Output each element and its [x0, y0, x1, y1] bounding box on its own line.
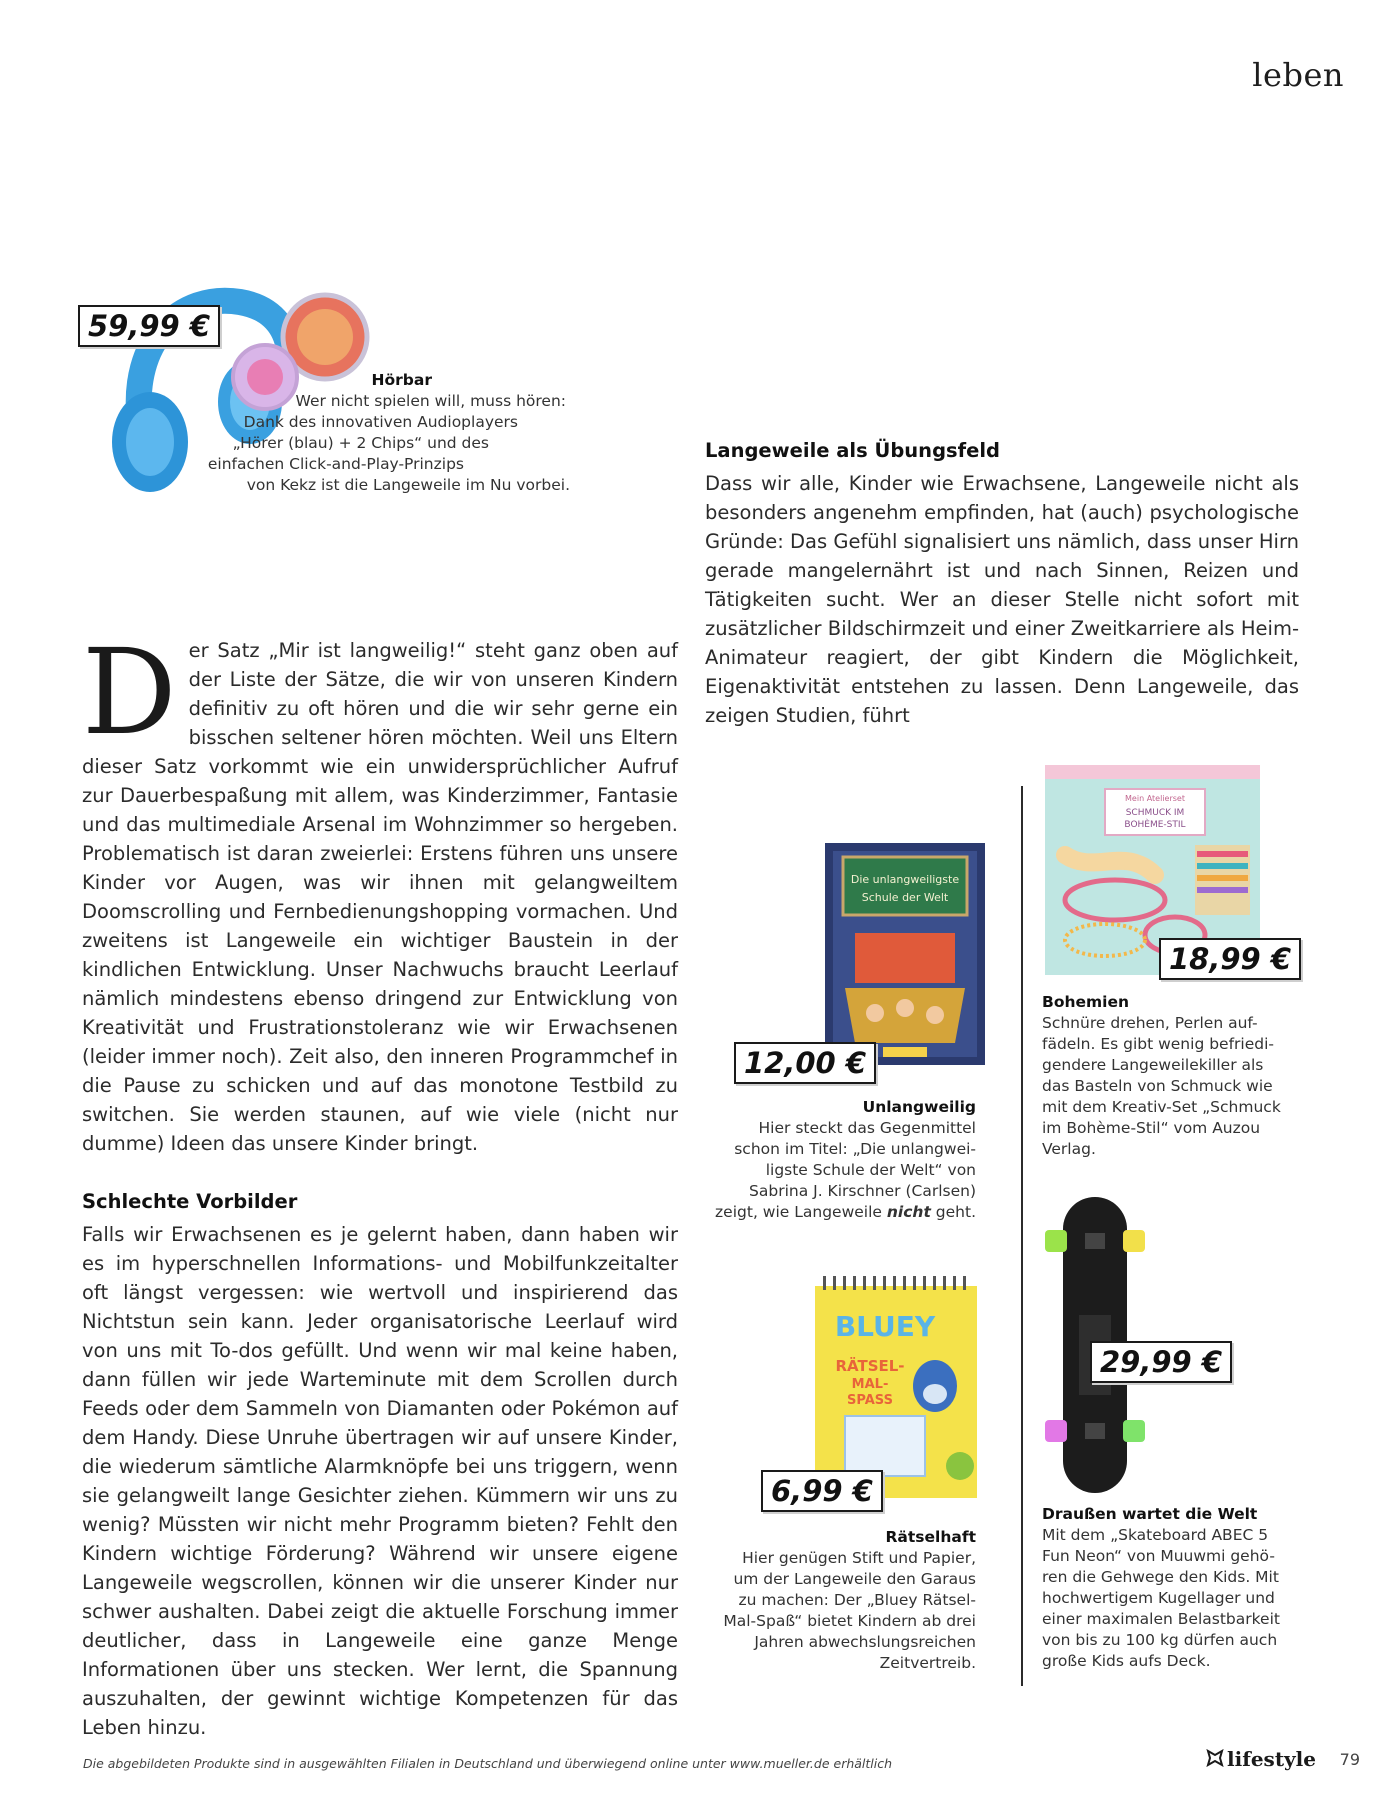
price-tag-bohemien: 18,99 € — [1159, 938, 1301, 980]
intro-paragraph — [82, 623, 678, 1158]
caption-title: Unlangweilig — [862, 1098, 976, 1116]
caption-line: ligste Schule der Welt“ von — [765, 1161, 976, 1179]
caption-line: große Kids aufs Deck. — [1042, 1652, 1211, 1670]
intro-text: er Satz „Mir ist langweilig!“ steht ganz oben auf der Liste der Sätze, die wir von unseren Kindern definitiv zu oft hören und die wir sehr gerne ein bisschen seltener hören möchten. Weil uns Eltern dieser Satz vorkommt wie ein unwidersprüchlicher Aufruf zur Dauerbespaßung mit allem, was Kinderzimmer, Fantasie und das multimediale Arsenal im Wohnzimmer so hergeben. Problematisch ist daran zweierlei: Erstens führen uns unsere Kinder vor Augen, was wir ihnen mit gelangweiltem Doomscrolling und Fernbedienungshopping vormachen. Und zweitens ist Langeweile ein wichtiger Baustein in der kindlichen Entwicklung. Unser Nachwuchs braucht Leerlauf nämlich mindestens ebenso dringend zur Entwicklung von Kreativität und Frustrationstoleranz wie wir Erwachsenen (leider immer noch). Zeit also, den inneren Programmchef in die Pause zu schicken und auf das monotone Testbild zu switchen. Sie werden staunen, auf wie viele (nicht nur dumme) Ideen das unsere Kinder bringt. — [82, 639, 678, 1155]
caption-line-last — [700, 1202, 976, 1223]
caption-unlangweilig — [700, 1097, 976, 1223]
article-left-column — [82, 623, 678, 1742]
caption-emphasis: nicht — [886, 1203, 931, 1221]
vorbilder-paragraph: Falls wir Erwachsenen es je gelernt haben, dann haben wir es im hyperschnellen Informations- und Mobilfunkzeitalter oft längst vergessen: wie wertvoll und inspirierend das Nichtstun sein kann. Jeder organisatorische Leerlauf wird von uns mit To-dos gefüllt. Und wenn wir mal keine haben, dann füllen wir jede Warteminute mit dem Scrollen durch Feeds oder dem Sammeln von Diamanten oder Pokémon auf dem Handy. Diese Unruhe übertragen wir auf unsere Kinder, die wiederum sämtliche Alarmknöpfe bei uns triggern, wenn sie gelangweilt lange Gesichter ziehen. Kümmern wir uns zu wenig? Müssten wir nicht mehr Programm bieten? Fehlt den Kindern wichtige Förderung? Während wir unsere eigene Langeweile wegscrollen, können wir die unserer Kinder nur schwer aushalten. Dabei zeigt die aktuelle Forschung immer deutlicher, dass in Langeweile eine ganze Menge Informationen über uns stecken. Wer lernt, die Spannung auszuhalten, der gewinnt wichtige Kompetenzen für das Leben hinzu. — [82, 1223, 678, 1739]
caption-line: Mal-Spaß“ bietet Kindern ab drei — [723, 1612, 976, 1630]
caption-line: Hier genügen Stift und Papier, — [742, 1549, 976, 1567]
caption-line: einer maximalen Belastbarkeit — [1042, 1610, 1280, 1628]
caption-line: Sabrina J. Kirschner (Carlsen) — [749, 1182, 976, 1200]
cover-text: MAL- — [851, 1377, 889, 1392]
caption-title: Bohemien — [1042, 993, 1130, 1011]
caption-text: geht. — [930, 1203, 976, 1221]
caption-line: Zeitvertreib. — [879, 1654, 976, 1672]
caption-line: einfachen Click-and-Play-Prinzips — [207, 455, 464, 473]
caption-line: ren die Gehwege den Kids. Mit — [1042, 1568, 1279, 1586]
price-tag-draussen: 29,99 € — [1090, 1341, 1232, 1383]
caption-line: Hier steckt das Gegenmittel — [758, 1119, 976, 1137]
heading-langeweile-uebungsfeld: Langeweile als Übungsfeld — [705, 439, 1000, 462]
caption-line: im Bohème-Stil“ vom Auzou — [1042, 1119, 1261, 1137]
caption-line: Jahren abwechslungsreichen — [754, 1633, 976, 1651]
article-right-column — [705, 436, 1299, 730]
caption-line: hochwertigem Kugellager und — [1042, 1589, 1275, 1607]
cover-text: SPASS — [847, 1393, 893, 1408]
caption-raetselhaft — [700, 1527, 976, 1674]
caption-bohemien — [1042, 992, 1312, 1160]
caption-line: „Hörer (blau) + 2 Chips“ und des — [232, 434, 489, 452]
brand-logo-icon — [1206, 1749, 1224, 1767]
caption-line: Dank des innovativen Audioplayers — [243, 413, 518, 431]
caption-line: Schnüre drehen, Perlen auf- — [1042, 1014, 1258, 1032]
page-number: 79 — [1339, 1750, 1360, 1769]
caption-line: mit dem Kreativ-Set „Schmuck — [1042, 1098, 1281, 1116]
drop-cap: D — [82, 623, 177, 761]
caption-text: zeigt, wie Langeweile — [715, 1203, 887, 1221]
bluey-book-image — [815, 1276, 977, 1498]
uebung-paragraph: Dass wir alle, Kinder wie Erwachsene, Langeweile nicht als besonders angenehm empfinden, hat (auch) psychologische Gründe: Das Gefühl signalisiert uns nämlich, dass unser Hirn gerade mangelernährt ist und nach Sinnen, Reizen und Tätigkeiten sucht. Wer an dieser Stelle nicht sofort mit zusätzlicher Bildschirmzeit und einer Zweitkarriere als Heim-Animateur reagiert, der gibt Kindern die Möglichkeit, Eigenaktivität entstehen zu lassen. Denn Langeweile, das zeigen Studien, führt — [705, 472, 1299, 727]
box-text: Mein Atelierset — [1125, 794, 1185, 803]
caption-line: Wer nicht spielen will, muss hören: — [295, 392, 566, 410]
book-title-line: Die unlangweiligste — [850, 873, 960, 886]
caption-line: Mit dem „Skateboard ABEC 5 — [1042, 1526, 1269, 1544]
cover-text: RÄTSEL- — [835, 1357, 905, 1375]
heading-schlechte-vorbilder: Schlechte Vorbilder — [82, 1190, 298, 1213]
caption-line: zu machen: Der „Bluey Rätsel- — [738, 1591, 976, 1609]
caption-line: das Basteln von Schmuck wie — [1042, 1077, 1273, 1095]
box-text: BOHÈME-STIL — [1124, 820, 1186, 830]
price-tag-hoerbar: 59,99 € — [78, 305, 220, 347]
caption-line: um der Langeweile den Garaus — [733, 1570, 976, 1588]
box-text: SCHMUCK IM — [1125, 808, 1185, 818]
book-title-line2: Schule der Welt — [861, 891, 949, 904]
caption-title: Rätselhaft — [885, 1528, 976, 1546]
cover-brand-text: BLUEY — [834, 1310, 936, 1343]
caption-line: fädeln. Es gibt wenig befriedi- — [1042, 1035, 1274, 1053]
caption-line: gendere Langeweilekiller als — [1042, 1056, 1264, 1074]
section-tag: leben — [1252, 56, 1344, 94]
caption-title: Hörbar — [371, 371, 432, 389]
price-tag-raetselhaft: 6,99 € — [761, 1470, 883, 1512]
book-cover-image — [825, 843, 985, 1065]
price-tag-unlangweilig: 12,00 € — [734, 1042, 876, 1084]
caption-line: Fun Neon“ von Muuwmi gehö- — [1042, 1547, 1275, 1565]
column-divider — [1021, 786, 1023, 1686]
caption-hoerbar — [200, 370, 570, 496]
caption-line: von bis zu 100 kg dürfen auch — [1042, 1631, 1278, 1649]
caption-title: Draußen wartet die Welt — [1042, 1505, 1258, 1523]
caption-line: schon im Titel: „Die unlangwei- — [734, 1140, 976, 1158]
caption-draussen — [1042, 1504, 1312, 1672]
footer-brand: lifestyle — [1227, 1747, 1316, 1771]
caption-line: Verlag. — [1042, 1140, 1096, 1158]
footer-disclaimer: Die abgebildeten Produkte sind in ausgewählten Filialen in Deutschland und überwiegend online unter www.mueller.de erhältlich — [83, 1756, 893, 1771]
caption-line: von Kekz ist die Langeweile im Nu vorbei. — [246, 476, 570, 494]
